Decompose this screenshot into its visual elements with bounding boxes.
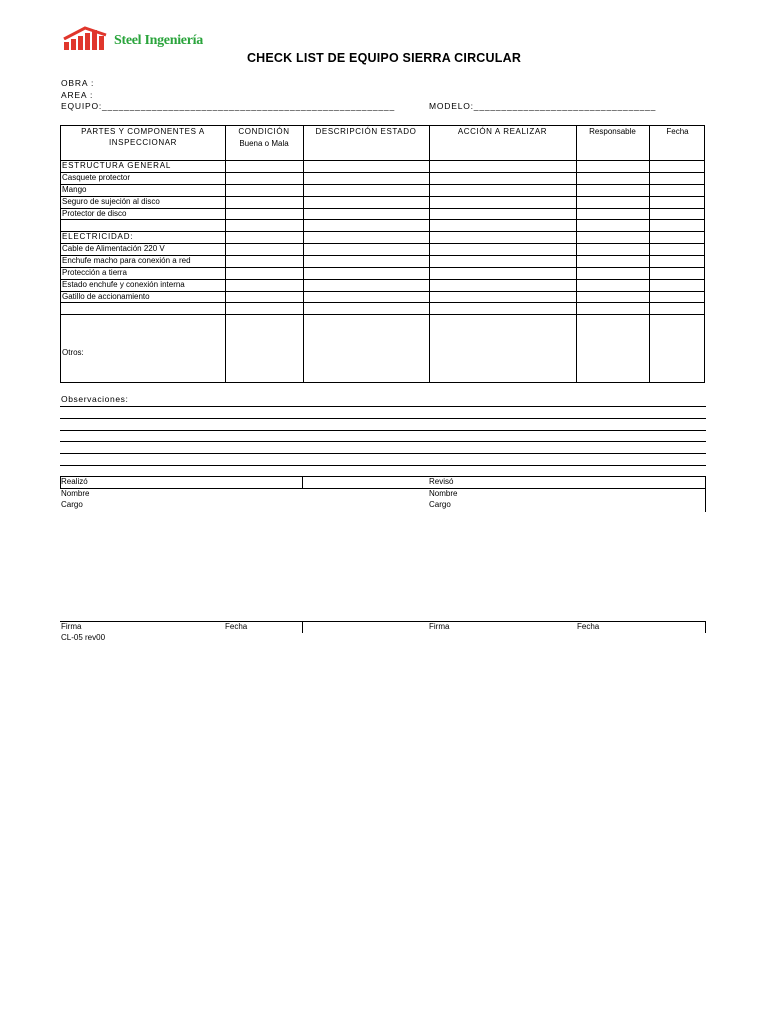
row-estructura-general: ESTRUCTURA GENERAL <box>62 161 172 170</box>
header-condicion: CONDICIÓN <box>238 127 290 136</box>
inspection-table <box>60 125 705 383</box>
observaciones-line <box>60 453 706 454</box>
observaciones-label: Observaciones: <box>61 394 129 404</box>
observaciones-line <box>60 418 706 419</box>
observaciones-line <box>60 441 706 442</box>
row-seguro-sujecion: Seguro de sujeción al disco <box>62 197 160 206</box>
row-enchufe-macho: Enchufe macho para conexión a red <box>62 256 191 265</box>
reviso-label: Revisó <box>429 477 454 486</box>
form-code: CL-05 rev00 <box>61 633 106 642</box>
header-accion: ACCIÓN A REALIZAR <box>457 127 548 136</box>
row-estado-enchufe: Estado enchufe y conexión interna <box>62 280 185 289</box>
realizo-firma-label: Firma <box>61 622 82 631</box>
row-casquete-protector: Casquete protector <box>62 173 131 182</box>
header-descripcion: DESCRIPCIÓN ESTADO <box>315 127 417 136</box>
roof-icon <box>62 26 108 40</box>
header-responsable: Responsable <box>589 127 636 136</box>
header-fecha: Fecha <box>666 127 689 136</box>
modelo-field: MODELO:_________________________________ <box>429 101 657 111</box>
document-title: CHECK LIST DE EQUIPO SIERRA CIRCULAR <box>246 51 522 65</box>
row-protector-disco: Protector de disco <box>62 209 127 218</box>
header-partes: PARTES Y COMPONENTES A INSPECCIONAR <box>81 127 205 147</box>
area-field: AREA : <box>61 90 94 100</box>
obra-field: OBRA : <box>61 78 95 88</box>
realizo-fecha-label: Fecha <box>225 622 248 631</box>
company-logo <box>62 26 222 52</box>
logo-text: Steel Ingeniería <box>114 33 203 48</box>
observaciones-line <box>60 430 706 431</box>
realizo-cargo-label: Cargo <box>61 500 83 509</box>
row-mango: Mango <box>62 185 87 194</box>
header-condicion-sub: Buena o Mala <box>239 139 289 148</box>
row-otros: Otros: <box>62 348 84 357</box>
realizo-nombre-label: Nombre <box>61 489 90 498</box>
row-gatillo: Gatillo de accionamiento <box>62 292 150 301</box>
realizo-label: Realizó <box>61 477 88 486</box>
reviso-firma-label: Firma <box>429 622 450 631</box>
row-cable-alimentacion: Cable de Alimentación 220 V <box>62 244 165 253</box>
equipo-field: EQUIPO:_____________________________________________________ <box>61 101 395 111</box>
row-proteccion-tierra: Protección a tierra <box>62 268 127 277</box>
observaciones-line <box>60 406 706 407</box>
signature-block <box>60 476 706 635</box>
observaciones-line <box>60 465 706 466</box>
row-electricidad: ELECTRICIDAD: <box>62 232 134 241</box>
reviso-fecha-label: Fecha <box>577 622 600 631</box>
reviso-cargo-label: Cargo <box>429 500 451 509</box>
reviso-nombre-label: Nombre <box>429 489 458 498</box>
